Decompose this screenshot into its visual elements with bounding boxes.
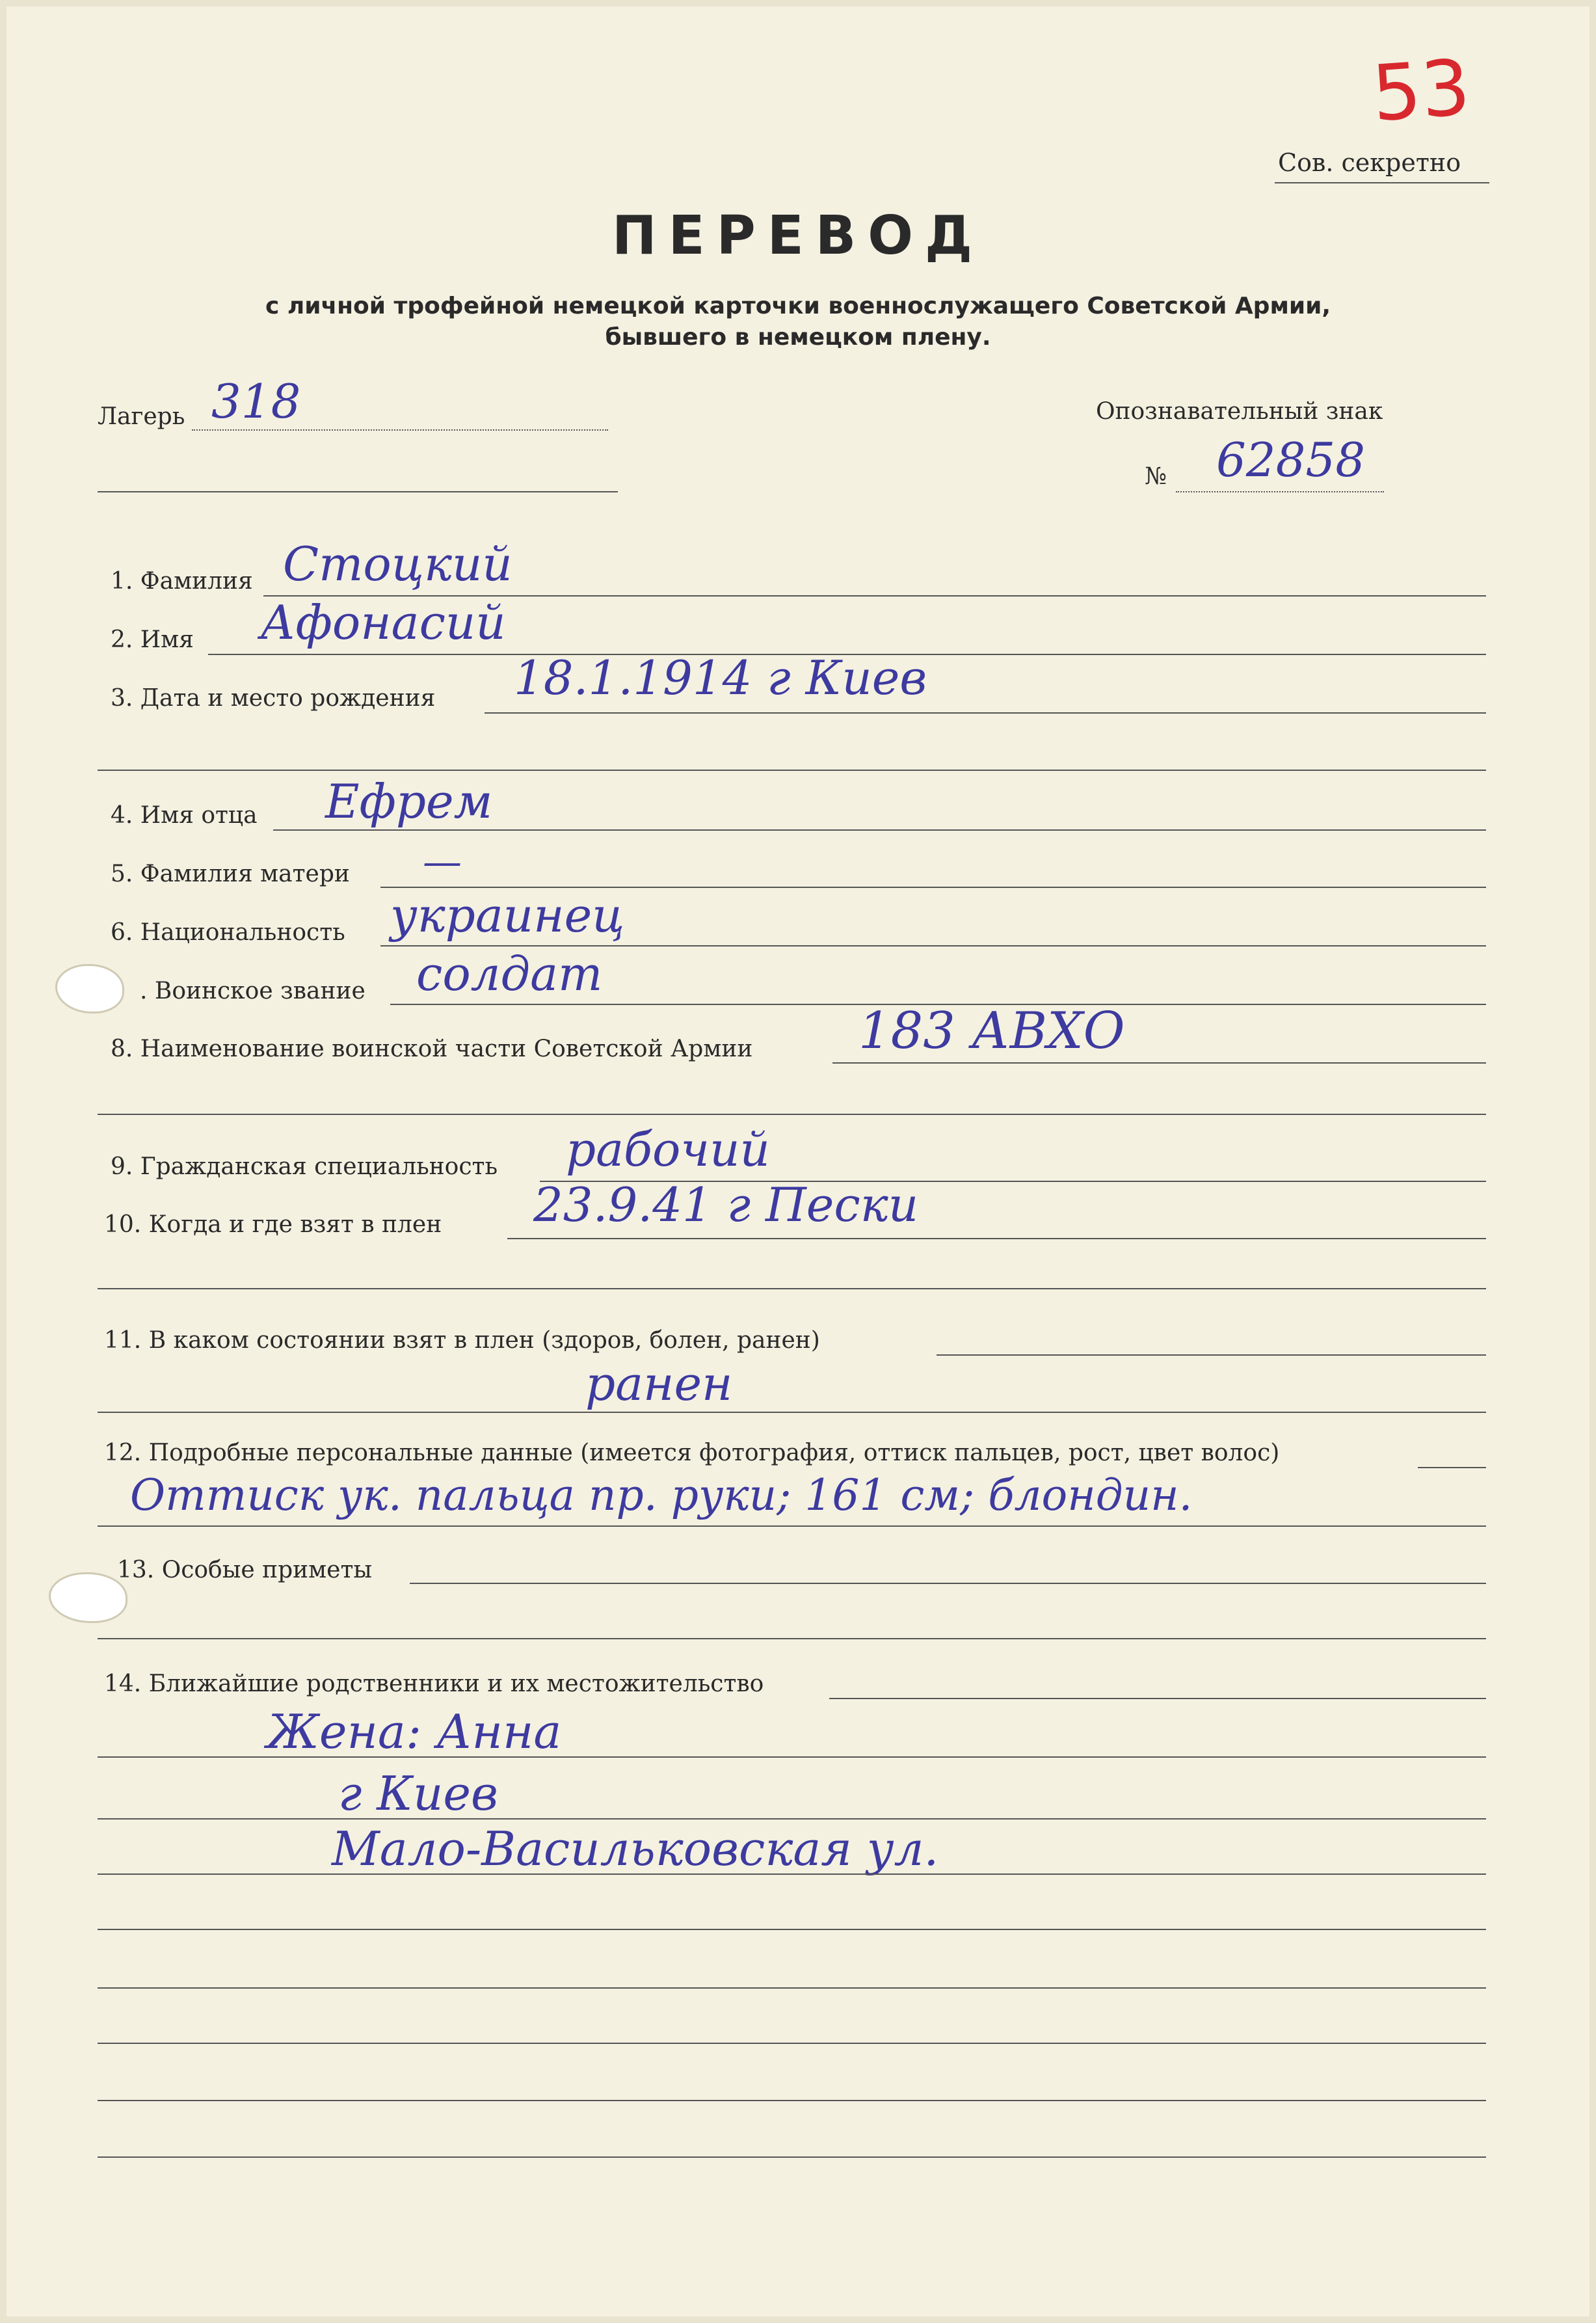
field-10-label: 10. Когда и где взят в плен (104, 1211, 442, 1238)
field-14-value-line-2: г Киев (338, 1766, 498, 1821)
field-4-label: 4. Имя отца (111, 802, 258, 829)
field-14-row-2 (98, 1756, 1486, 1758)
field-3-extra-line (98, 770, 1486, 771)
field-10-line (507, 1238, 1486, 1239)
field-3-line (485, 712, 1486, 714)
classification-underline (1275, 182, 1489, 183)
field-8-label: 8. Наименование воинской части Советской Армии (111, 1036, 753, 1062)
field-8-extra-line (98, 1114, 1486, 1115)
field-6-label: 6. Национальность (111, 919, 345, 946)
field-11-line (937, 1354, 1486, 1356)
field-8-line (832, 1062, 1486, 1064)
field-10-value: 23.9.41 г Пески (533, 1177, 919, 1232)
field-14-row-9 (98, 2156, 1486, 2158)
field-9-label: 9. Гражданская специальность (111, 1153, 498, 1180)
camp-extra-line (98, 491, 618, 492)
field-14-row-8 (98, 2100, 1486, 2101)
classification-label: Сов. секретно (1278, 148, 1461, 177)
tag-value: 62858 (1216, 433, 1366, 487)
field-12-line (1418, 1467, 1486, 1468)
document-title: ПЕРЕВОД (612, 205, 984, 267)
field-14-row-6 (98, 1987, 1486, 1989)
field-2-value: Афонасий (260, 595, 506, 650)
field-11-value: ранен (585, 1356, 733, 1411)
field-13-line (410, 1583, 1486, 1584)
page-number-stamp: 53 (1369, 42, 1473, 139)
field-13-extra-line (98, 1638, 1486, 1639)
field-4-value: Ефрем (325, 774, 493, 829)
field-9-value: рабочий (566, 1122, 770, 1177)
field-14-row-5 (98, 1929, 1486, 1930)
field-14-row-3 (98, 1818, 1486, 1819)
camp-line (192, 429, 608, 431)
punch-hole-top (57, 966, 122, 1012)
field-6-value: украинец (390, 888, 625, 943)
field-14-value-line-3: Мало-Васильковская ул. (332, 1821, 939, 1876)
field-5-value: — (423, 839, 462, 885)
field-14-line (829, 1698, 1486, 1699)
tag-label: Опознавательный знак (1096, 398, 1383, 425)
field-3-value: 18.1.1914 г Киев (514, 651, 927, 705)
field-2-label: 2. Имя (111, 626, 194, 653)
field-14-row-4 (98, 1873, 1486, 1875)
field-5-label: 5. Фамилия матери (111, 861, 350, 887)
subtitle-line-2: бывшего в немецком плену. (605, 324, 991, 351)
camp-value: 318 (211, 374, 301, 429)
subtitle-line-1: с личной трофейной немецкой карточки военнослужащего Советской Армии, (265, 293, 1331, 319)
field-12-extra-line (98, 1525, 1486, 1527)
field-11-extra-line (98, 1412, 1486, 1413)
field-14-row-7 (98, 2043, 1486, 2044)
field-14-value-line-1: Жена: Анна (267, 1704, 562, 1759)
tag-line (1176, 491, 1384, 492)
field-7-label: . Воинское звание (140, 978, 366, 1004)
field-3-label: 3. Дата и место рождения (111, 685, 436, 712)
punch-hole-bottom (51, 1574, 126, 1621)
field-4-line (273, 829, 1486, 831)
tag-number-sign: № (1145, 463, 1167, 490)
field-8-value: 183 АВХО (858, 1002, 1125, 1060)
field-1-value: Стоцкий (283, 537, 512, 591)
field-12-label: 12. Подробные персональные данные (имеется фотография, оттиск пальцев, рост, цвет волос) (104, 1440, 1280, 1466)
camp-label: Лагерь (98, 403, 185, 430)
field-11-label: 11. В каком состоянии взят в плен (здоров, болен, ранен) (104, 1327, 820, 1354)
field-14-label: 14. Ближайшие родственники и их местожительство (104, 1671, 764, 1697)
field-7-value: солдат (416, 947, 603, 1001)
field-1-label: 1. Фамилия (111, 568, 253, 595)
field-12-value: Оттиск ук. пальца пр. руки; 161 см; блондин. (130, 1470, 1193, 1520)
field-13-label: 13. Особые приметы (117, 1557, 373, 1583)
field-10-extra-line (98, 1288, 1486, 1289)
